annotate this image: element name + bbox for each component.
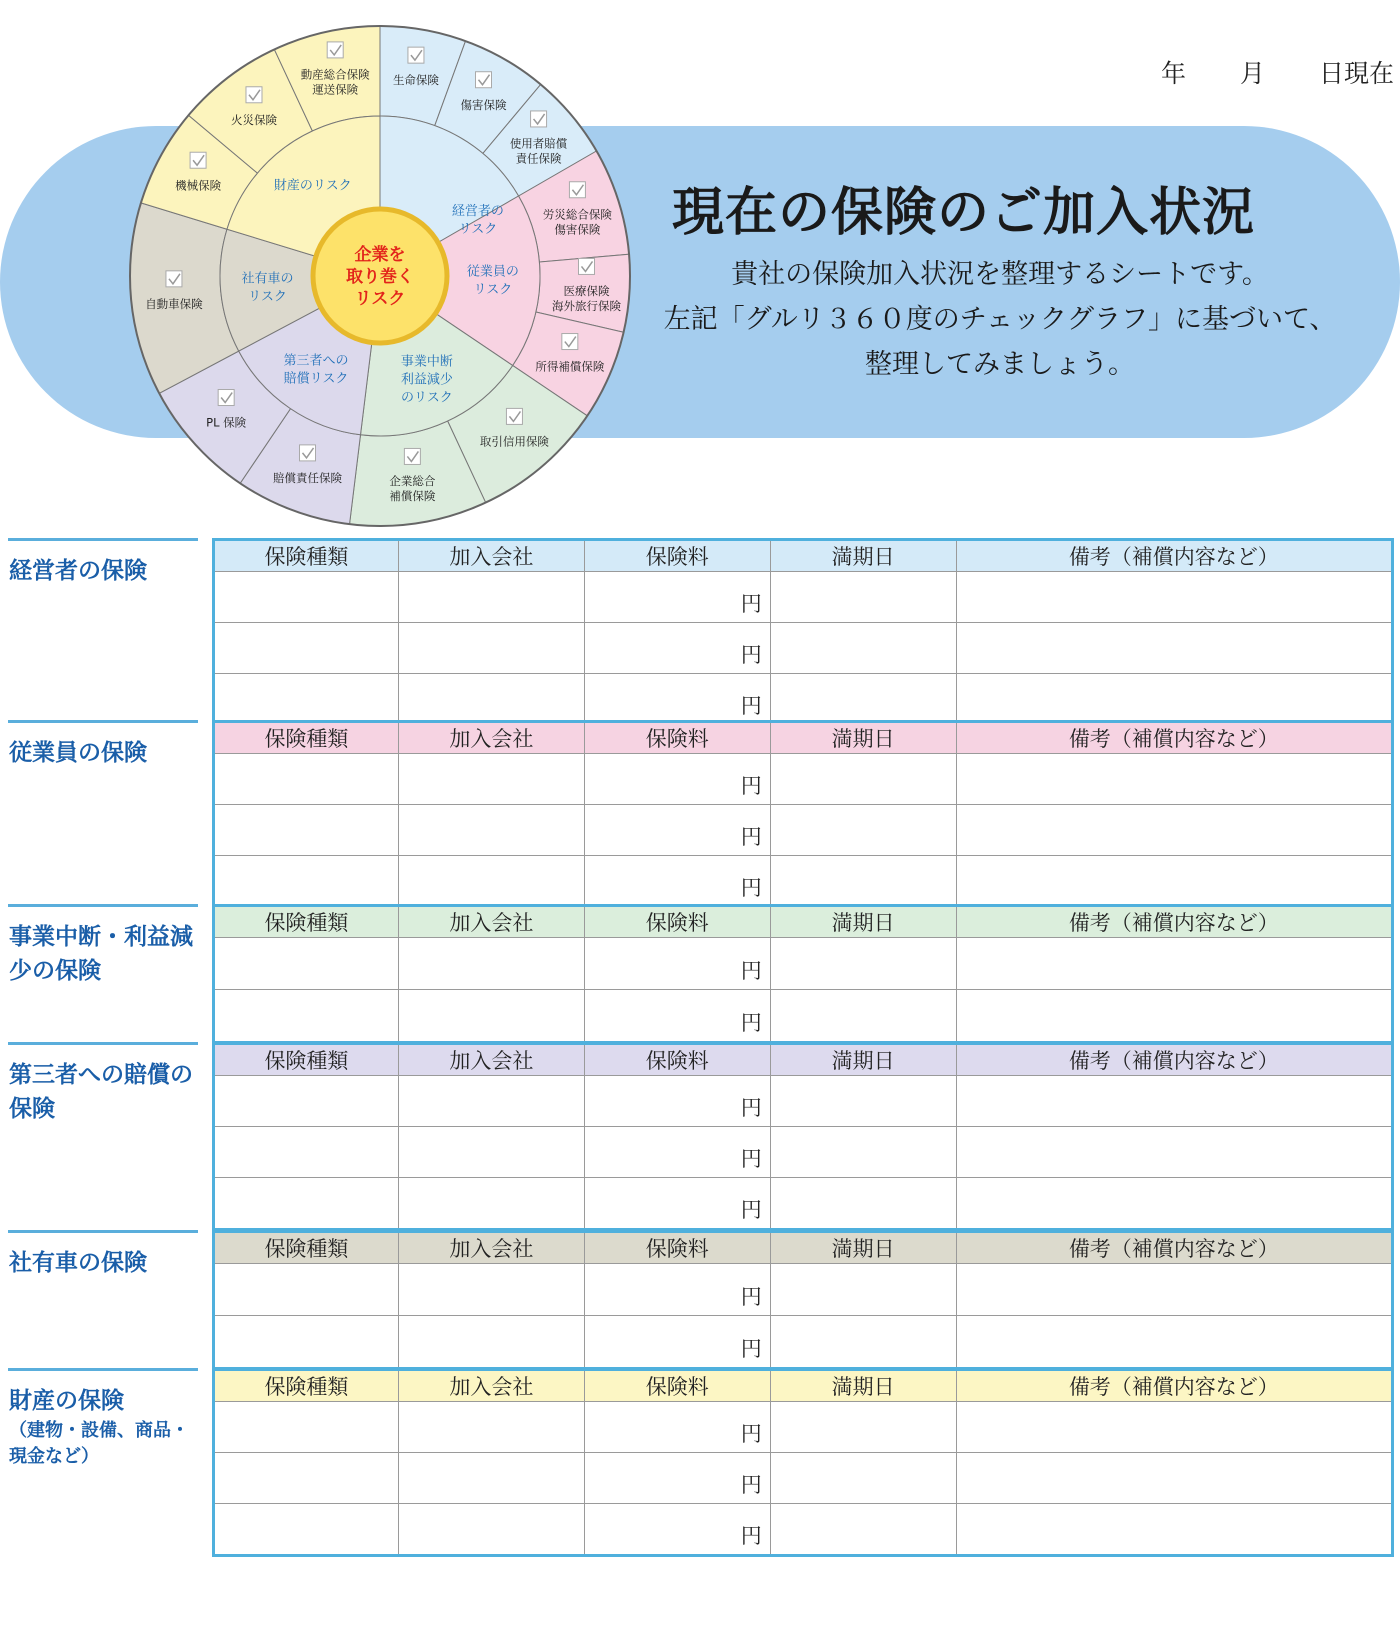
insurance-item-label-line: 賠償責任保険: [273, 470, 343, 485]
checkbox-icon: [327, 42, 343, 58]
column-header: 保険料: [584, 906, 770, 938]
checkbox-icon: [476, 72, 492, 88]
entry-cell[interactable]: [956, 1453, 1392, 1504]
entry-cell[interactable]: [214, 754, 399, 805]
entry-cell[interactable]: [956, 1178, 1392, 1230]
insurance-item-label-line: 海外旅行保険: [551, 298, 621, 313]
entry-cell[interactable]: [214, 1402, 399, 1453]
entry-cell[interactable]: [214, 1264, 399, 1316]
table-row: [214, 938, 1393, 990]
center-label-line: 企業を: [354, 244, 406, 265]
column-header: 保険料: [584, 1370, 770, 1402]
entry-cell[interactable]: [214, 1504, 399, 1556]
insurance-table: [212, 1230, 1394, 1370]
entry-cell[interactable]: [398, 938, 584, 990]
insurance-item-label-line: 運送保険: [312, 82, 359, 97]
entry-cell[interactable]: [214, 1453, 399, 1504]
column-header: 保険料: [584, 722, 770, 754]
insurance-item-label: [480, 434, 549, 448]
column-header: 保険種類: [214, 1370, 399, 1402]
section-title: 第三者への賠償の保険: [9, 1062, 193, 1122]
checkbox-icon: [404, 448, 420, 464]
premium-cell[interactable]: 円: [584, 990, 770, 1043]
insurance-item-label: [535, 360, 604, 374]
premium-cell[interactable]: 円: [584, 754, 770, 805]
entry-cell[interactable]: [770, 1453, 956, 1504]
entry-cell[interactable]: [214, 1316, 399, 1369]
insurance-item-label-line: 動産総合保険: [300, 67, 370, 82]
table-row: [214, 990, 1393, 1043]
premium-cell[interactable]: 円: [584, 1127, 770, 1178]
insurance-item-label: [389, 474, 435, 503]
insurance-item-label: [273, 471, 342, 485]
column-header: 保険料: [584, 1044, 770, 1076]
insurance-item-label-line: 企業総合: [389, 473, 436, 488]
checkbox-icon: [506, 408, 522, 424]
entry-cell[interactable]: [770, 674, 956, 726]
entry-cell[interactable]: [398, 1504, 584, 1556]
column-header: 備考（補償内容など）: [956, 1044, 1392, 1076]
risk-label-line: リスク: [473, 282, 513, 298]
section-label: [9, 1058, 204, 1126]
table-row: [214, 856, 1393, 908]
column-header: 備考（補償内容など）: [956, 722, 1392, 754]
premium-cell[interactable]: 円: [584, 674, 770, 726]
section-divider: [8, 538, 198, 541]
premium-cell[interactable]: 円: [584, 938, 770, 990]
section-divider: [8, 1042, 198, 1045]
entry-cell[interactable]: [770, 1076, 956, 1127]
risk-label-line: 事業中断: [400, 354, 453, 370]
column-header: 満期日: [770, 722, 956, 754]
section-title: 従業員の保険: [9, 740, 147, 766]
premium-cell[interactable]: 円: [584, 1264, 770, 1316]
entry-cell[interactable]: [770, 990, 956, 1043]
insurance-table: [212, 904, 1394, 1044]
insurance-item-label-line: 使用者賠償: [509, 136, 568, 151]
insurance-table: [212, 1368, 1394, 1557]
column-header: 備考（補償内容など）: [956, 906, 1392, 938]
section-title: 財産の保険: [9, 1388, 124, 1414]
risk-label-line: リスク: [458, 222, 498, 238]
entry-cell[interactable]: [956, 938, 1392, 990]
column-header: 満期日: [770, 1232, 956, 1264]
column-header: 保険料: [584, 1232, 770, 1264]
insurance-item-label: [145, 297, 203, 311]
entry-cell[interactable]: [956, 1402, 1392, 1453]
checkbox-icon: [246, 87, 262, 103]
center-label: [346, 244, 414, 309]
insurance-item-label-line: 火災保険: [230, 112, 277, 127]
entry-cell[interactable]: [770, 856, 956, 908]
entry-cell[interactable]: [214, 674, 399, 726]
insurance-item-label-line: 医療保険: [563, 283, 610, 298]
table-row: [214, 1127, 1393, 1178]
insurance-item-label-line: PL 保険: [206, 415, 247, 430]
insurance-item-label-line: 補償保険: [389, 488, 436, 503]
column-header: 保険料: [584, 540, 770, 572]
entry-cell[interactable]: [956, 754, 1392, 805]
risk-label-line: 従業員の: [466, 264, 519, 280]
premium-cell[interactable]: 円: [584, 1316, 770, 1369]
checkbox-icon: [300, 445, 316, 461]
risk-label-line: のリスク: [400, 390, 453, 406]
column-header: 加入会社: [398, 1370, 584, 1402]
entry-cell[interactable]: [770, 1178, 956, 1230]
table-row: [214, 805, 1393, 856]
table-row: [214, 623, 1393, 674]
insurance-item-label-line: 自動車保険: [145, 296, 203, 311]
entry-cell[interactable]: [770, 1127, 956, 1178]
section-subtitle: （建物・設備、商品・現金など）: [9, 1420, 189, 1467]
premium-cell[interactable]: 円: [584, 1402, 770, 1453]
entry-cell[interactable]: [770, 938, 956, 990]
premium-cell[interactable]: 円: [584, 1178, 770, 1230]
table-header-row: [214, 540, 1393, 572]
entry-cell[interactable]: [214, 1076, 399, 1127]
column-header: 保険種類: [214, 906, 399, 938]
insurance-item-label-line: 傷害保険: [460, 97, 507, 112]
entry-cell[interactable]: [956, 1076, 1392, 1127]
entry-cell[interactable]: [398, 1264, 584, 1316]
section-label: [9, 1246, 204, 1280]
section-divider: [8, 1368, 198, 1371]
checkbox-icon: [531, 111, 547, 127]
risk-label-line: 社有車の: [241, 271, 294, 287]
entry-cell[interactable]: [956, 674, 1392, 726]
entry-cell[interactable]: [398, 1453, 584, 1504]
center-label-line: リスク: [354, 288, 406, 309]
insurance-item-label-line: 労災総合保険: [542, 207, 612, 222]
insurance-item-label-line: 責任保険: [515, 151, 562, 166]
table-header-row: [214, 722, 1393, 754]
risk-label: [274, 178, 352, 194]
checkbox-icon: [166, 271, 182, 287]
column-header: 満期日: [770, 906, 956, 938]
section-title: 社有車の保険: [9, 1250, 147, 1276]
entry-cell[interactable]: [214, 990, 399, 1043]
insurance-item-label-line: 所得補償保険: [535, 359, 605, 374]
table-row: [214, 674, 1393, 726]
entry-cell[interactable]: [398, 990, 584, 1043]
page-title: 現在の保険のご加入状況: [672, 183, 1256, 243]
entry-cell[interactable]: [214, 1178, 399, 1230]
entry-cell[interactable]: [770, 623, 956, 674]
section-label: [9, 920, 204, 988]
section-label: [9, 1384, 204, 1470]
entry-cell[interactable]: [214, 856, 399, 908]
insurance-table: [212, 538, 1394, 727]
section-title: 経営者の保険: [9, 558, 147, 584]
column-header: 保険種類: [214, 1232, 399, 1264]
risk-label-line: 利益減少: [400, 372, 453, 388]
entry-cell[interactable]: [770, 1504, 956, 1556]
insurance-item-label: [510, 136, 569, 165]
risk-label: [401, 353, 453, 405]
entry-cell[interactable]: [956, 1127, 1392, 1178]
risk-label-line: 経営者の: [451, 204, 504, 220]
entry-cell[interactable]: [398, 1316, 584, 1369]
section-divider: [8, 1230, 198, 1233]
entry-cell[interactable]: [398, 1127, 584, 1178]
section-label: [9, 554, 204, 588]
column-header: 備考（補償内容など）: [956, 1370, 1392, 1402]
insurance-item-label: [175, 178, 221, 192]
column-header: 加入会社: [398, 540, 584, 572]
table-header-row: [214, 906, 1393, 938]
premium-cell[interactable]: 円: [584, 623, 770, 674]
table-header-row: [214, 1232, 1393, 1264]
checkbox-icon: [562, 334, 578, 350]
table-row: [214, 1504, 1393, 1556]
entry-cell[interactable]: [956, 990, 1392, 1043]
insurance-table: [212, 720, 1394, 909]
risk-label-line: リスク: [248, 289, 287, 305]
table-row: [214, 754, 1393, 805]
checkbox-icon: [578, 258, 594, 274]
premium-cell[interactable]: 円: [584, 856, 770, 908]
premium-cell[interactable]: 円: [584, 1504, 770, 1556]
table-row: [214, 1453, 1393, 1504]
column-header: 満期日: [770, 1044, 956, 1076]
date-year: 年: [1160, 59, 1186, 88]
entry-cell[interactable]: [956, 1504, 1392, 1556]
table-row: [214, 1264, 1393, 1316]
risk-label-line: 第三者への: [283, 353, 349, 369]
insurance-item-label-line: 機械保険: [175, 178, 222, 193]
entry-cell[interactable]: [398, 674, 584, 726]
risk-check-wheel: [110, 6, 650, 546]
section-label: [9, 736, 204, 770]
column-header: 加入会社: [398, 722, 584, 754]
column-header: 加入会社: [398, 1232, 584, 1264]
description-line-3: 整理してみましょう。: [865, 349, 1135, 380]
entry-cell[interactable]: [770, 1316, 956, 1369]
table-row: [214, 1076, 1393, 1127]
premium-cell[interactable]: 円: [584, 805, 770, 856]
entry-cell[interactable]: [214, 623, 399, 674]
center-label-line: 取り巻く: [346, 266, 414, 287]
checkbox-icon: [218, 390, 234, 406]
entry-cell[interactable]: [214, 938, 399, 990]
risk-label-line: 財産のリスク: [273, 178, 352, 194]
entry-cell[interactable]: [770, 1264, 956, 1316]
entry-cell[interactable]: [956, 1264, 1392, 1316]
insurance-item-label: [393, 73, 439, 87]
entry-cell[interactable]: [398, 1402, 584, 1453]
entry-cell[interactable]: [214, 805, 399, 856]
entry-cell[interactable]: [956, 1316, 1392, 1369]
table-row: [214, 572, 1393, 623]
section-title: 事業中断・利益減少の保険: [9, 924, 193, 984]
column-header: 備考（補償内容など）: [956, 540, 1392, 572]
column-header: 備考（補償内容など）: [956, 1232, 1392, 1264]
column-header: 保険種類: [214, 1044, 399, 1076]
column-header: 満期日: [770, 1370, 956, 1402]
entry-cell[interactable]: [956, 805, 1392, 856]
premium-cell[interactable]: 円: [584, 1453, 770, 1504]
entry-cell[interactable]: [956, 623, 1392, 674]
table-row: [214, 1402, 1393, 1453]
insurance-item-label: [231, 113, 277, 127]
entry-cell[interactable]: [770, 1402, 956, 1453]
section-divider: [8, 720, 198, 723]
description-line-1: 貴社の保険加入状況を整理するシートです。: [731, 259, 1269, 290]
date-month: 月: [1239, 59, 1265, 88]
column-header: 加入会社: [398, 906, 584, 938]
table-row: [214, 1316, 1393, 1369]
premium-cell[interactable]: 円: [584, 1076, 770, 1127]
entry-cell[interactable]: [770, 805, 956, 856]
checkbox-icon: [569, 182, 585, 198]
date-line: [1107, 54, 1394, 90]
table-header-row: [214, 1370, 1393, 1402]
column-header: 加入会社: [398, 1044, 584, 1076]
section-divider: [8, 904, 198, 907]
entry-cell[interactable]: [398, 623, 584, 674]
column-header: 満期日: [770, 540, 956, 572]
entry-cell[interactable]: [770, 754, 956, 805]
table-header-row: [214, 1044, 1393, 1076]
entry-cell[interactable]: [398, 754, 584, 805]
insurance-item-label-line: 傷害保険: [554, 222, 601, 237]
column-header: 保険種類: [214, 722, 399, 754]
entry-cell[interactable]: [956, 572, 1392, 623]
insurance-item-label-line: 取引信用保険: [479, 434, 549, 449]
date-day: 日現在: [1318, 59, 1394, 88]
premium-cell[interactable]: 円: [584, 572, 770, 623]
entry-cell[interactable]: [398, 1076, 584, 1127]
entry-cell[interactable]: [398, 572, 584, 623]
description-line-2: 左記「グルリ３６０度のチェックグラフ」に基づいて、: [663, 304, 1337, 335]
entry-cell[interactable]: [214, 1127, 399, 1178]
insurance-table: [212, 1042, 1394, 1231]
entry-cell[interactable]: [956, 856, 1392, 908]
table-row: [214, 1178, 1393, 1230]
entry-cell[interactable]: [398, 805, 584, 856]
insurance-item-label: [206, 416, 246, 430]
checkbox-icon: [408, 47, 424, 63]
entry-cell[interactable]: [770, 572, 956, 623]
insurance-item-label-line: 生命保険: [392, 73, 439, 88]
column-header: 保険種類: [214, 540, 399, 572]
checkbox-icon: [190, 152, 206, 168]
risk-label-line: 賠償リスク: [283, 371, 349, 387]
entry-cell[interactable]: [214, 572, 399, 623]
insurance-item-label: [461, 98, 507, 112]
entry-cell[interactable]: [398, 856, 584, 908]
entry-cell[interactable]: [398, 1178, 584, 1230]
